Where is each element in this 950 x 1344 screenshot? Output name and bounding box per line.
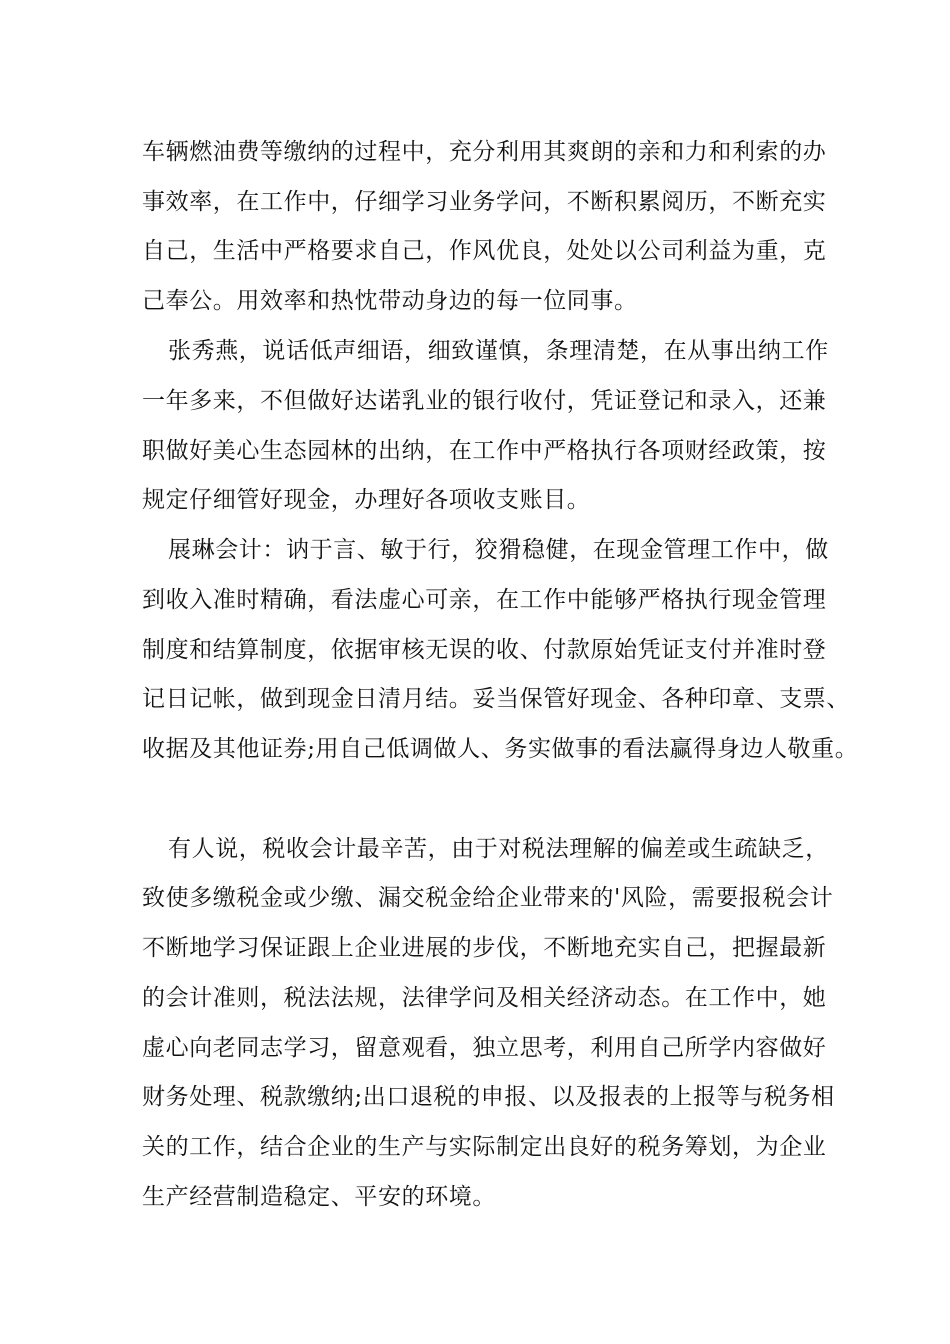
paragraph-line: 车辆燃油费等缴纳的过程中，充分利用其爽朗的亲和力和利索的办 bbox=[142, 139, 827, 165]
paragraph-line: 职做好美心生态园林的出纳，在工作中严格执行各项财经政策，按 bbox=[142, 438, 827, 464]
paragraph-line: 己奉公。用效率和热忱带动身边的每一位同事。 bbox=[142, 288, 638, 314]
paragraph-line: 致使多缴税金或少缴、漏交税金给企业带来的'风险，需要报税会计 bbox=[142, 885, 834, 911]
paragraph-line: 生产经营制造稳定、平安的环境。 bbox=[142, 1184, 496, 1210]
paragraph-line: 展琳会计：讷于言、敏于行，狡猾稳健，在现金管理工作中，做 bbox=[168, 537, 829, 563]
paragraph-line: 财务处理、税款缴纳;出口退税的申报、以及报表的上报等与税务相 bbox=[142, 1084, 835, 1110]
paragraph-line: 张秀燕，说话低声细语，细致谨慎，条理清楚，在从事出纳工作 bbox=[168, 338, 829, 364]
paragraph-line: 到收入准时精确，看法虚心可亲，在工作中能够严格执行现金管理 bbox=[142, 587, 827, 613]
paragraph-line: 虚心向老同志学习，留意观看，独立思考，利用自己所学内容做好 bbox=[142, 1035, 827, 1061]
paragraph-line: 事效率，在工作中，仔细学习业务学问，不断积累阅历，不断充实 bbox=[142, 189, 827, 215]
paragraph-line: 收据及其他证券;用自己低调做人、务实做事的看法赢得身边人敬重。 bbox=[142, 736, 859, 762]
paragraph-line: 记日记帐，做到现金日清月结。妥当保管好现金、各种印章、支票、 bbox=[142, 686, 850, 712]
paragraph-line: 不断地学习保证跟上企业进展的步伐，不断地充实自己，把握最新 bbox=[142, 935, 827, 961]
paragraph-line: 关的工作，结合企业的生产与实际制定出良好的税务筹划，为企业 bbox=[142, 1134, 827, 1160]
paragraph-line: 制度和结算制度，依据审核无误的收、付款原始凭证支付并准时登 bbox=[142, 637, 827, 663]
paragraph-line: 规定仔细管好现金，办理好各项收支账目。 bbox=[142, 487, 591, 513]
paragraph-line: 有人说，税收会计最辛苦，由于对税法理解的偏差或生疏缺乏， bbox=[168, 836, 829, 862]
paragraph-line: 自己，生活中严格要求自己，作风优良，处处以公司利益为重，克 bbox=[142, 238, 827, 264]
paragraph-line: 的会计准则，税法法规，法律学问及相关经济动态。在工作中，她 bbox=[142, 985, 827, 1011]
paragraph-line: 一年多来，不但做好达诺乳业的银行收付，凭证登记和录入，还兼 bbox=[142, 388, 827, 414]
